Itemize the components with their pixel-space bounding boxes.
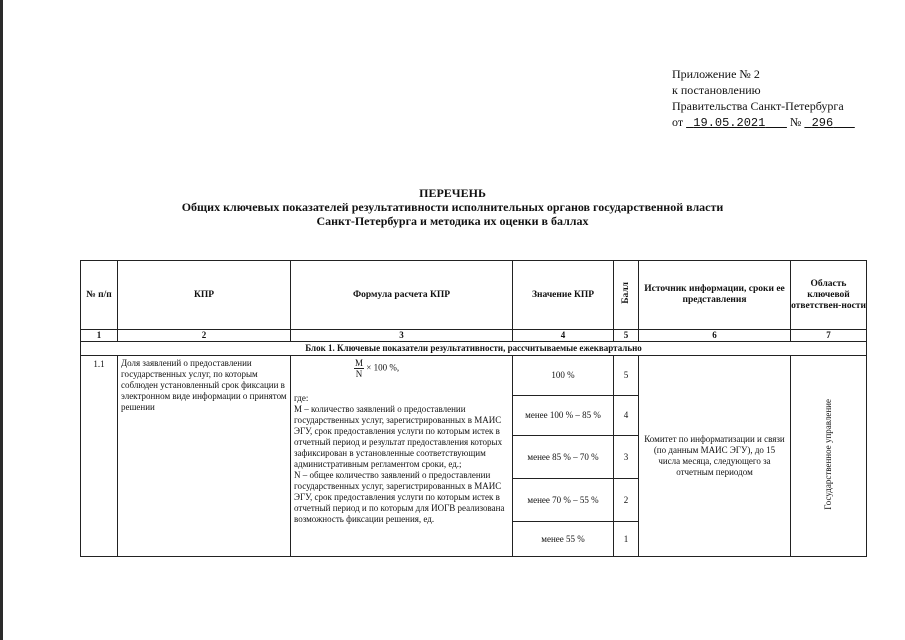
scan-edge bbox=[0, 0, 3, 640]
col-number: 2 bbox=[118, 330, 291, 342]
resolution-date: 19.05.2021 bbox=[693, 116, 766, 130]
ball-cell: 3 bbox=[614, 436, 639, 479]
ball-cell: 1 bbox=[614, 522, 639, 557]
ball-cell: 5 bbox=[614, 356, 639, 396]
value-cell: менее 55 % bbox=[513, 522, 614, 557]
block-title: Блок 1. Ключевые показатели результативности, рассчитываемые ежеквартально bbox=[81, 342, 867, 356]
header-formula: Формула расчета КПР bbox=[291, 261, 513, 330]
header-ball: Балл bbox=[614, 261, 639, 330]
formula-n-definition: N – общее количество заявлений о предоставлении государственных услуг, зарегистрированных в МАИС ЭГУ, срок предоставления услуги по которым истек в отчетный период и по которым для ИОГВ реализована возможность фиксации решения, ед. bbox=[294, 470, 505, 524]
block-title-row bbox=[81, 342, 867, 356]
number-label: № bbox=[789, 115, 802, 129]
col-number: 1 bbox=[81, 330, 118, 342]
appendix-line-3: Правительства Санкт-Петербурга bbox=[672, 99, 844, 113]
header-value: Значение КПР bbox=[513, 261, 614, 330]
formula-where: где: bbox=[294, 393, 309, 403]
from-label: от bbox=[672, 115, 684, 129]
col-number: 7 bbox=[791, 330, 867, 342]
header-kpr: КПР bbox=[118, 261, 291, 330]
table-row bbox=[81, 356, 867, 396]
source-cell: Комитет по информатизации и связи (по данным МАИС ЭГУ), до 15 числа месяца, следующего за отчетным периодом bbox=[639, 356, 791, 557]
appendix-date-line bbox=[672, 114, 855, 131]
area-cell: Государственное управление bbox=[791, 356, 867, 557]
document-subtitle-2: Санкт-Петербурга и методика их оценки в баллах bbox=[316, 214, 589, 228]
value-cell: 100 % bbox=[513, 356, 614, 396]
formula-expression bbox=[294, 356, 509, 379]
value-cell: менее 100 % – 85 % bbox=[513, 396, 614, 436]
formula-numerator: М bbox=[355, 358, 364, 368]
header-num: № п/п bbox=[81, 261, 118, 330]
col-number: 6 bbox=[639, 330, 791, 342]
value-cell: менее 70 % – 55 % bbox=[513, 479, 614, 522]
formula-suffix: × 100 %, bbox=[366, 362, 400, 373]
resolution-number: 296 bbox=[811, 116, 834, 130]
document-title: ПЕРЕЧЕНЬ bbox=[419, 186, 486, 200]
ball-cell: 4 bbox=[614, 396, 639, 436]
appendix-line-2: к постановлению bbox=[672, 83, 761, 97]
formula-m-definition: М – количество заявлений о предоставлении государственных услуг, зарегистрированных в МАИС ЭГУ, срок предоставления услуги по которым истек в отчетный период и результат предоставления которых зафиксирован в установленные соответствующим административным регламентом сроки, ед.; bbox=[294, 404, 503, 469]
appendix-line-1: Приложение № 2 bbox=[672, 67, 760, 81]
col-number: 3 bbox=[291, 330, 513, 342]
formula-cell bbox=[291, 356, 513, 557]
kpr-table bbox=[80, 260, 867, 557]
formula-fraction bbox=[354, 358, 364, 379]
kpr-text: Доля заявлений о предоставлении государственных услуг, по которым соблюден установленный срок фиксации в электронном виде информации о принятом решении bbox=[118, 356, 291, 557]
col-number: 4 bbox=[513, 330, 614, 342]
column-number-row bbox=[81, 330, 867, 342]
row-number: 1.1 bbox=[81, 356, 118, 557]
document-subtitle-1: Общих ключевых показателей результативности исполнительных органов государственной власти bbox=[181, 200, 724, 214]
appendix-header bbox=[672, 66, 855, 131]
ball-cell: 2 bbox=[614, 479, 639, 522]
header-area: Область ключевой ответствен-ности bbox=[791, 261, 867, 330]
formula-denominator: N bbox=[355, 369, 363, 379]
value-cell: менее 85 % – 70 % bbox=[513, 436, 614, 479]
header-source: Источник информации, сроки ее представления bbox=[639, 261, 791, 330]
col-number: 5 bbox=[614, 330, 639, 342]
table-header-row bbox=[81, 261, 867, 330]
